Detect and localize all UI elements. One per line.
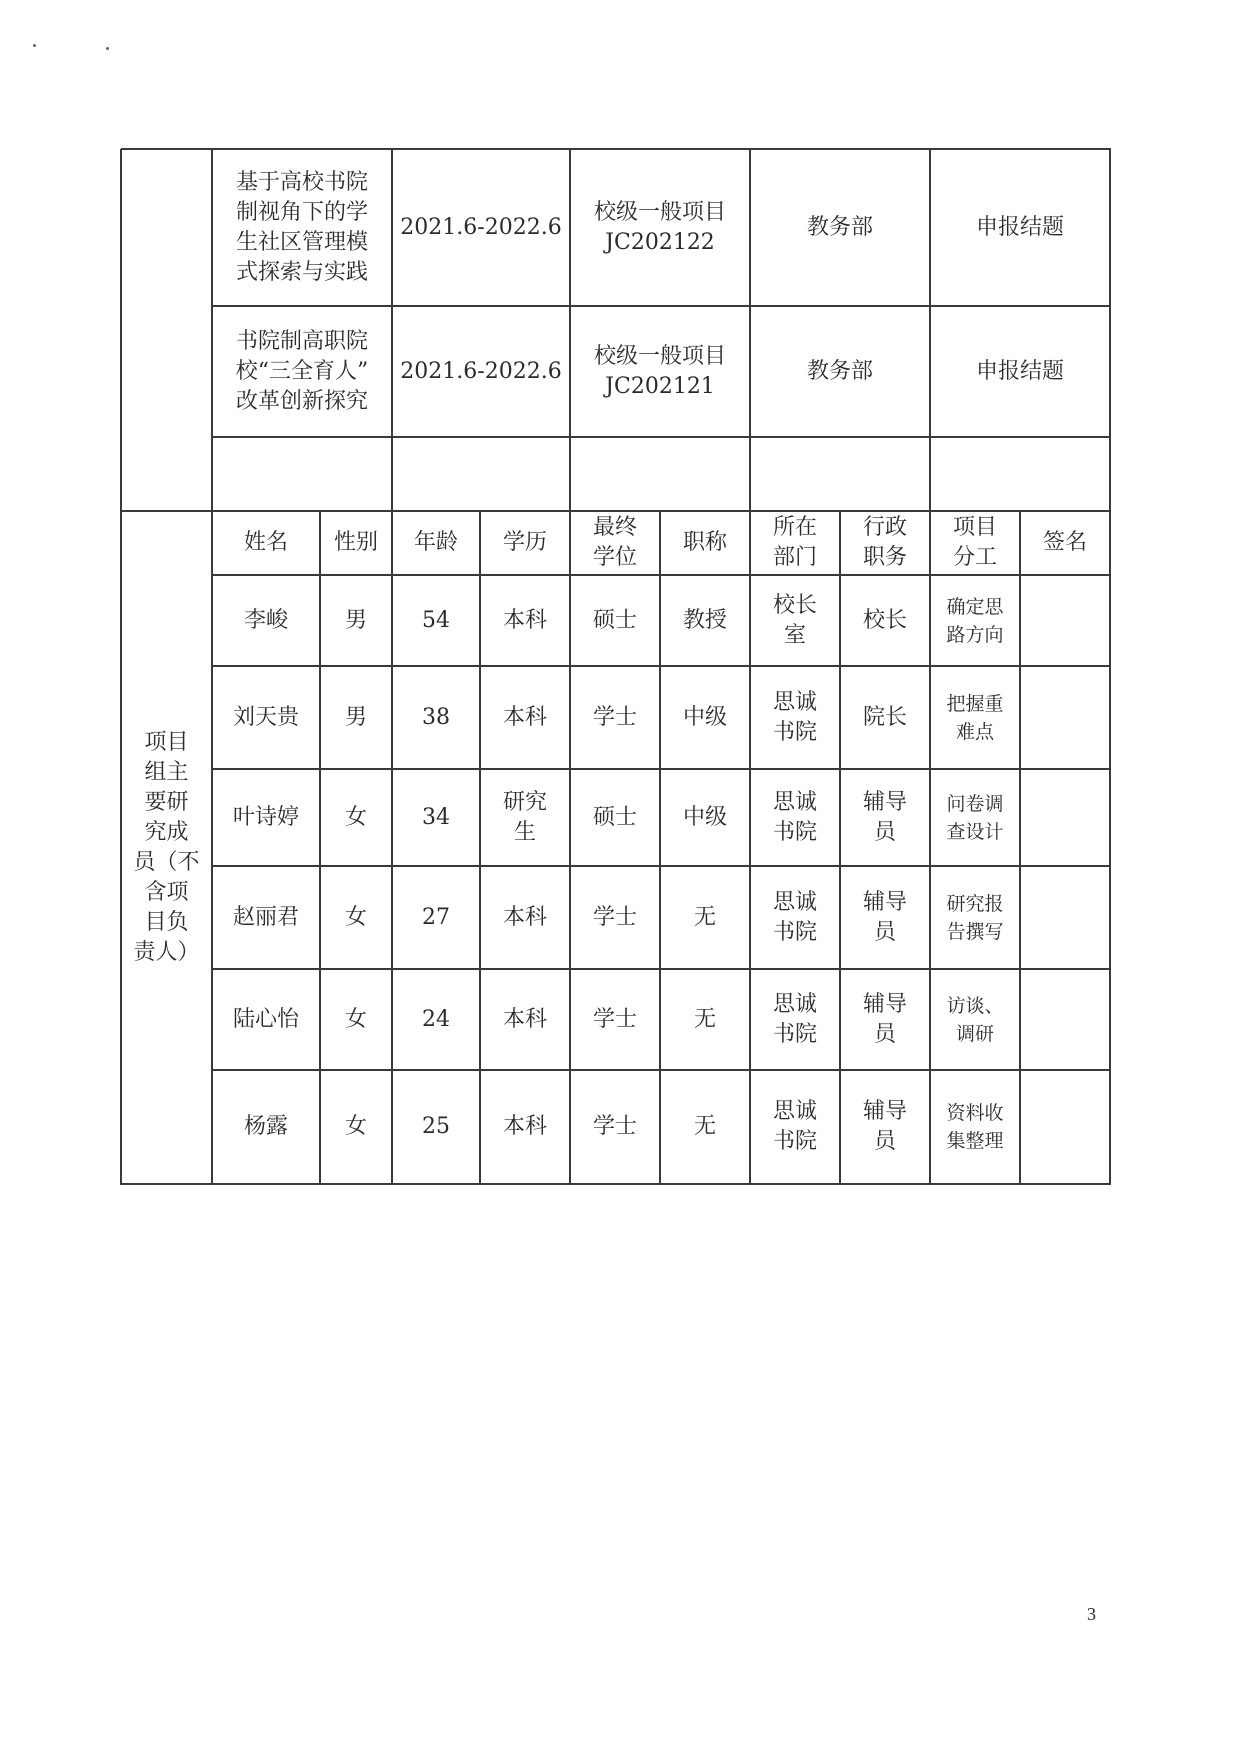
column-header: 学历: [502, 530, 547, 555]
member-education: 本科: [502, 904, 547, 930]
member-position: 校长: [862, 607, 907, 633]
empty-cell: [392, 437, 570, 511]
member-age: 38: [422, 704, 450, 730]
member-signature: [1020, 866, 1110, 969]
member-age: 27: [422, 904, 450, 930]
empty-cell: [570, 437, 750, 511]
member-age: 34: [422, 804, 450, 830]
column-header: 职称: [682, 530, 727, 555]
project-period: 2021.6-2022.6: [400, 358, 562, 384]
member-position: 辅导 员: [862, 991, 907, 1047]
project-status: 申报结题: [975, 358, 1064, 384]
member-education: 本科: [502, 1114, 547, 1139]
member-education: 研究 生: [502, 789, 547, 845]
column-header: 性别: [333, 530, 378, 555]
member-degree: 学士: [592, 1114, 637, 1139]
member-gender: 女: [344, 1114, 367, 1139]
member-role: 资料收 集整理: [946, 1102, 1004, 1152]
member-name: 陆心怡: [232, 1006, 299, 1032]
member-degree: 学士: [592, 1006, 637, 1032]
member-role: 把握重 难点: [946, 692, 1004, 743]
member-gender: 女: [344, 904, 367, 930]
empty-cell: [212, 437, 392, 511]
member-name: 杨露: [243, 1114, 288, 1139]
member-education: 本科: [502, 607, 547, 633]
page-number: 3: [1087, 1604, 1096, 1624]
member-degree: 硕士: [592, 607, 637, 633]
column-header: 年龄: [413, 530, 458, 555]
member-age: 54: [422, 607, 450, 633]
member-degree: 学士: [592, 904, 637, 930]
members-section-label: 项目 组主 要研 究成 员（不 含项 目负 责人）: [133, 729, 200, 965]
member-name: 李峻: [243, 607, 288, 633]
member-role: 访谈、 调研: [946, 994, 1004, 1045]
member-role: 研究报 告撰写: [946, 892, 1004, 943]
project-title: 书院制高职院 校“三全育人” 改革创新探究: [235, 328, 369, 414]
member-title: 无: [693, 1114, 716, 1139]
member-position: 辅导 员: [862, 889, 907, 945]
project-level: 校级一般项目 JC202122: [593, 199, 726, 255]
column-header: 行政 职务: [862, 515, 907, 570]
member-degree: 硕士: [592, 804, 637, 830]
member-title: 无: [693, 904, 716, 930]
member-age: 24: [422, 1006, 450, 1032]
member-name: 赵丽君: [232, 904, 299, 930]
member-age: 25: [422, 1114, 450, 1139]
member-role: 问卷调 查设计: [946, 792, 1004, 843]
member-dept: 思诚 书院: [772, 789, 817, 845]
member-dept: 思诚 书院: [772, 991, 817, 1047]
member-dept: 思诚 书院: [772, 889, 817, 945]
project-unit: 教务部: [806, 358, 873, 384]
member-title: 中级: [682, 704, 727, 730]
member-title: 教授: [682, 607, 727, 633]
member-dept: 校长 室: [772, 592, 817, 648]
member-title: 无: [693, 1006, 716, 1032]
empty-cell: [750, 437, 930, 511]
member-name: 叶诗婷: [232, 804, 299, 830]
project-level: 校级一般项目 JC202121: [593, 343, 726, 399]
member-dept: 思诚 书院: [772, 1099, 817, 1154]
member-name: 刘天贵: [232, 704, 299, 730]
member-education: 本科: [502, 1006, 547, 1032]
member-position: 院长: [862, 704, 907, 730]
project-status: 申报结题: [975, 214, 1064, 240]
member-gender: 男: [344, 607, 367, 633]
member-signature: [1020, 575, 1110, 666]
column-header: 姓名: [243, 530, 288, 555]
member-degree: 学士: [592, 704, 637, 730]
project-title: 基于高校书院 制视角下的学 生社区管理模 式探索与实践: [235, 169, 368, 285]
column-header: 所在 部门: [772, 515, 817, 570]
member-dept: 思诚 书院: [772, 689, 817, 745]
member-gender: 女: [344, 1006, 367, 1032]
member-gender: 女: [344, 804, 367, 830]
member-position: 辅导 员: [862, 1099, 907, 1154]
member-gender: 男: [344, 704, 367, 730]
member-position: 辅导 员: [862, 789, 907, 845]
member-signature: [1020, 666, 1110, 769]
member-signature: [1020, 969, 1110, 1070]
member-signature: [1020, 1070, 1110, 1184]
empty-cell: [930, 437, 1110, 511]
member-signature: [1020, 769, 1110, 866]
member-role: 确定思 路方向: [946, 595, 1004, 646]
project-unit: 教务部: [806, 214, 873, 240]
column-header: 项目 分工: [952, 515, 997, 570]
column-header: 最终 学位: [592, 515, 637, 570]
project-period: 2021.6-2022.6: [400, 214, 562, 240]
member-education: 本科: [502, 704, 547, 730]
column-header: 签名: [1042, 530, 1087, 555]
member-title: 中级: [682, 804, 727, 830]
